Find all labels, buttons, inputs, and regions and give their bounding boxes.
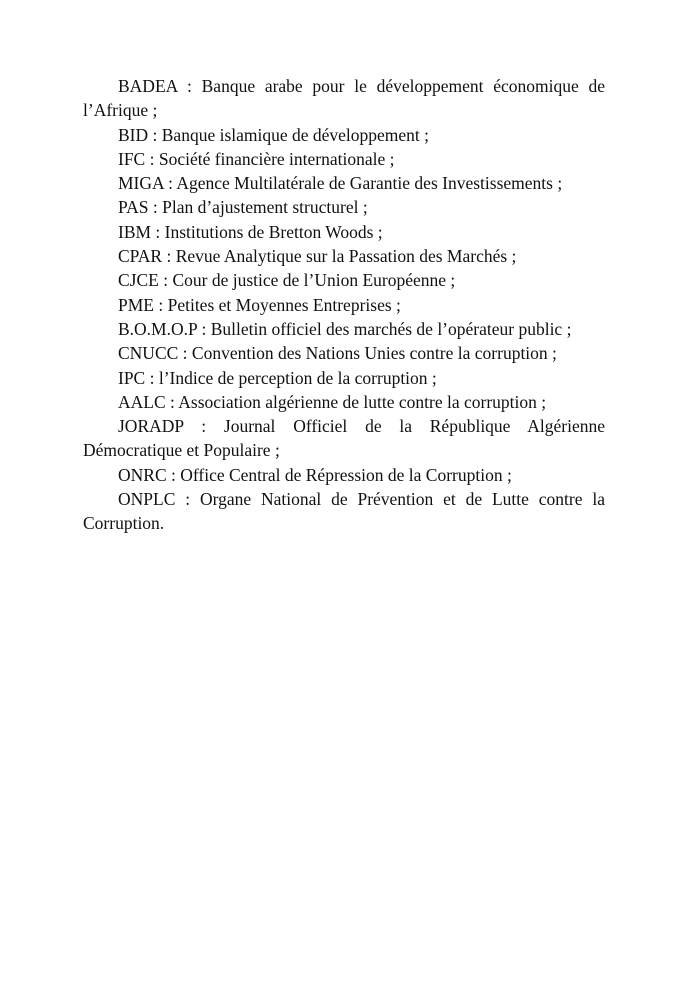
abbreviation-entry: PAS : Plan d’ajustement structurel ; [118, 197, 368, 218]
abbreviation-entry: BADEA : Banque arabe pour le développement économique de l’Afrique ; [83, 76, 605, 121]
abbreviation-entry: JORADP : Journal Officiel de la République Algérienne Démocratique et Populaire ; [83, 416, 605, 461]
abbreviation-entry: B.O.M.O.P : Bulletin officiel des marchés de l’opérateur public ; [118, 318, 572, 339]
abbreviation-list [83, 74, 605, 536]
abbreviation-entry: IPC : l’Indice de perception de la corruption ; [118, 367, 437, 388]
abbreviation-entry: ONPLC : Organe National de Prévention et de Lutte contre la Corruption. [83, 489, 605, 534]
abbreviation-entry: IBM : Institutions de Bretton Woods ; [118, 221, 383, 242]
abbreviation-entry: IFC : Société financière internationale ; [118, 148, 395, 169]
abbreviation-entry: ONRC : Office Central de Répression de la Corruption ; [118, 464, 512, 485]
abbreviation-entry: CJCE : Cour de justice de l’Union Européenne ; [118, 270, 456, 291]
abbreviation-entry: CNUCC : Convention des Nations Unies contre la corruption ; [118, 343, 557, 364]
abbreviation-entry: BID : Banque islamique de développement ; [118, 124, 430, 145]
abbreviation-entry: PME : Petites et Moyennes Entreprises ; [118, 294, 401, 315]
abbreviation-entry: CPAR : Revue Analytique sur la Passation des Marchés ; [118, 246, 517, 267]
abbreviation-entry: AALC : Association algérienne de lutte contre la corruption ; [118, 391, 547, 412]
abbreviation-entry: MIGA : Agence Multilatérale de Garantie des Investissements ; [118, 173, 563, 194]
